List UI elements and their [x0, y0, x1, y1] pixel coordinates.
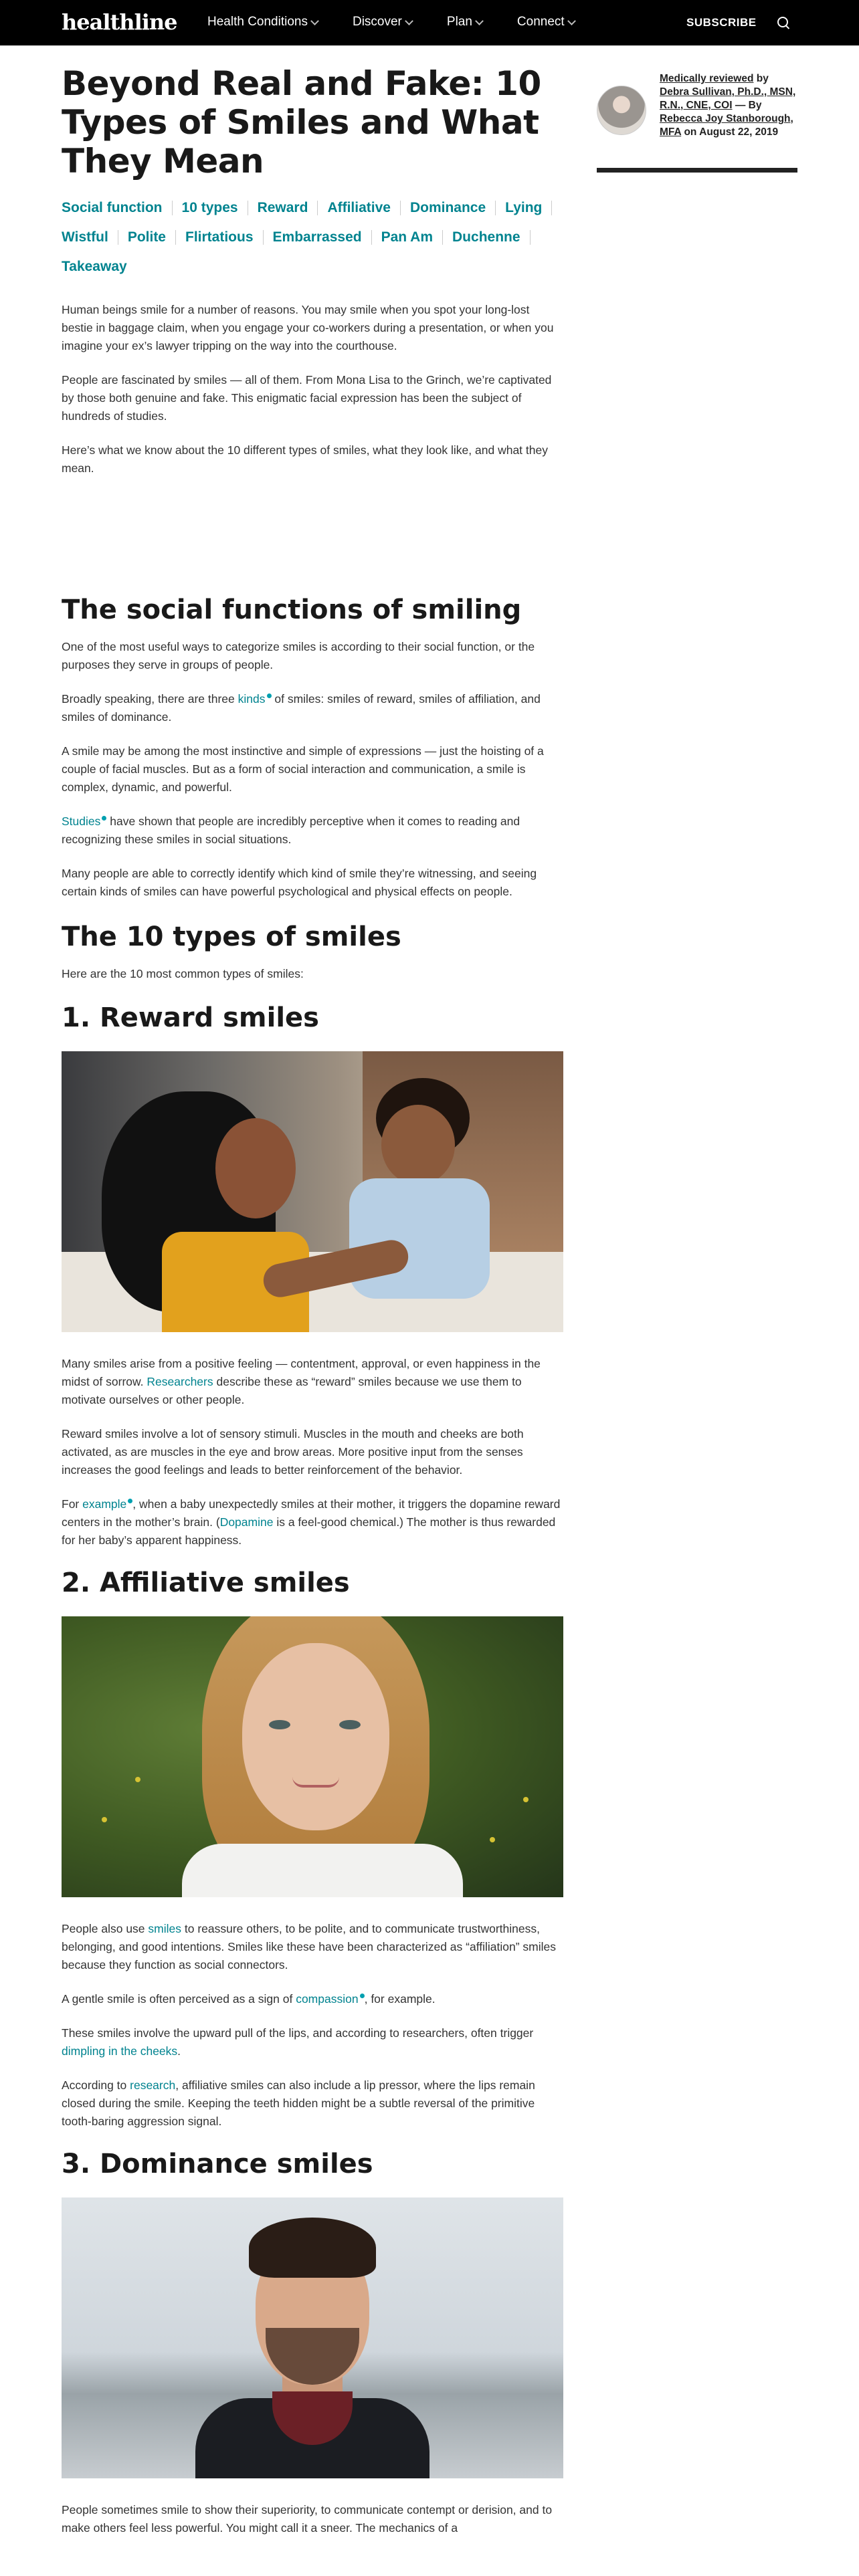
toc-social-function[interactable]: Social function	[62, 200, 163, 215]
reviewer-link[interactable]: Debra Sullivan, Ph.D., MSN, R.N., CNE, COI	[660, 86, 796, 111]
toc-divider	[442, 230, 443, 245]
chevron-down-icon	[405, 17, 413, 25]
body-paragraph: Many smiles arise from a positive feeling — contentment, approval, or even happiness in the midst of sorrow. Researchers describe these as “reward” smiles because we use them to motivate ourselves or other people.	[62, 1357, 541, 1406]
body-paragraph: One of the most useful ways to categorize smiles is according to their social function, or the purposes they serve in groups of people.	[62, 640, 535, 671]
compassion-link[interactable]: compassion	[296, 1992, 359, 2006]
toc-lying[interactable]: Lying	[505, 200, 543, 215]
medically-reviewed-link[interactable]: Medically reviewed	[660, 73, 754, 84]
toc-pan-am[interactable]: Pan Am	[381, 229, 434, 245]
dopamine-link[interactable]: Dopamine	[219, 1515, 274, 1529]
article-title: Beyond Real and Fake: 10 Types of Smiles and What They Mean	[62, 64, 541, 181]
toc-takeaway[interactable]: Takeaway	[62, 259, 127, 274]
toc-wistful[interactable]: Wistful	[62, 229, 108, 245]
nav-connect[interactable]: Connect	[517, 15, 575, 29]
intro-paragraph: Human beings smile for a number of reasons. You may smile when you spot your long-lost bestie in baggage claim, when you engage your co-workers during a presentation, or when you imagine your ex’s lawyer tripping on the way into the courthouse.	[62, 303, 554, 352]
toc-reward[interactable]: Reward	[257, 200, 308, 215]
body-paragraph: Many people are able to correctly identify which kind of smile they’re witnessing, and seeing certain kinds of smiles can have powerful psychological and physical effects on people.	[62, 867, 537, 898]
reward-smile-photo	[62, 1051, 563, 1332]
article-main	[62, 64, 563, 2553]
intro-paragraph: People are fascinated by smiles — all of them. From Mona Lisa to the Grinch, we’re captivated by those both genuine and fake. This enigmatic facial expression has been the subject of hundreds of studies.	[62, 373, 552, 423]
byline-text: Medically reviewed by Debra Sullivan, Ph.D., MSN, R.N., CNE, COI — By Rebecca Joy Stanborough, MFA on August 22, 2019	[660, 73, 796, 138]
section-heading-social-functions: The social functions of smiling	[62, 595, 522, 625]
kinds-link[interactable]: kinds	[237, 692, 266, 706]
intro-paragraph: Here’s what we know about the 10 different types of smiles, what they look like, and what they mean.	[62, 443, 548, 475]
body-paragraph: For example , when a baby unexpectedly smiles at their mother, it triggers the dopamine reward centers in the mother’s brain. (Dopamine is a feel-good chemical.) The mother is thus rewarded for her baby’s apparent happiness.	[62, 1497, 561, 1547]
body-paragraph: Studies have shown that people are incredibly perceptive when it comes to reading and recognizing these smiles in social situations.	[62, 815, 520, 846]
body-paragraph: Reward smiles involve a lot of sensory stimuli. Muscles in the mouth and cheeks are both activated, as are muscles in the eye and brow areas. More positive input from the senses increases the good feelings and leads to better reinforcement of the behavior.	[62, 1427, 524, 1477]
toc-duchenne[interactable]: Duchenne	[452, 229, 520, 245]
toc-polite[interactable]: Polite	[127, 229, 166, 245]
reviewer-avatar	[597, 86, 646, 135]
affiliative-smile-photo	[62, 1616, 563, 1897]
toc-divider	[172, 201, 173, 215]
toc-divider	[400, 201, 401, 215]
body-paragraph: According to research, affiliative smiles can also include a lip pressor, where the lips remain closed during the smile. Keeping the teeth hidden might be a subtle reversal of the primitive tooth-baring aggression signal.	[62, 2078, 535, 2128]
example-link[interactable]: example	[82, 1497, 127, 1511]
toc-divider	[530, 230, 531, 245]
toc-embarrassed[interactable]: Embarrassed	[272, 229, 362, 245]
toc-dominance[interactable]: Dominance	[409, 200, 486, 215]
publish-date: August 22, 2019	[699, 126, 779, 138]
research-link[interactable]: research	[130, 2078, 176, 2092]
section-heading-affiliative-smiles: 2. Affiliative smiles	[62, 1568, 350, 1598]
search-icon[interactable]	[777, 17, 788, 27]
table-of-contents	[62, 201, 563, 274]
researchers-link[interactable]: Researchers	[147, 1375, 213, 1388]
dimpling-link[interactable]: dimpling in the cheeks	[62, 2044, 178, 2058]
chevron-down-icon	[310, 17, 319, 25]
section-heading-reward-smiles: 1. Reward smiles	[62, 1002, 319, 1033]
studies-link[interactable]: Studies	[62, 815, 101, 828]
toc-divider	[175, 230, 176, 245]
ad-space	[62, 494, 563, 594]
body-paragraph: Here are the 10 most common types of smiles:	[62, 967, 304, 980]
toc-flirtatious[interactable]: Flirtatious	[185, 229, 254, 245]
nav-plan[interactable]: Plan	[447, 15, 482, 29]
dominance-smile-photo	[62, 2197, 563, 2478]
nav-discover[interactable]: Discover	[353, 15, 412, 29]
body-paragraph: These smiles involve the upward pull of the lips, and according to researchers, often trigger dimpling in the cheeks.	[62, 2026, 534, 2058]
section-heading-dominance-smiles: 3. Dominance smiles	[62, 2149, 373, 2179]
toc-divider	[317, 201, 318, 215]
byline-divider	[597, 168, 797, 173]
toc-divider	[551, 201, 552, 215]
body-paragraph: Broadly speaking, there are three kinds of smiles: smiles of reward, smiles of affiliation, and smiles of dominance.	[62, 692, 541, 724]
main-nav	[207, 15, 575, 29]
body-paragraph: A gentle smile is often perceived as a sign of compassion , for example.	[62, 1992, 436, 2006]
citation-icon[interactable]	[360, 1994, 365, 1998]
toc-affiliative[interactable]: Affiliative	[327, 200, 391, 215]
toc-divider	[263, 230, 264, 245]
toc-10-types[interactable]: 10 types	[181, 200, 238, 215]
toc-divider	[371, 230, 372, 245]
toc-divider	[495, 201, 496, 215]
top-nav-bar	[0, 0, 859, 45]
body-paragraph: A smile may be among the most instinctive and simple of expressions — just the hoisting of a couple of facial muscles. But as a form of social interaction and communication, a smile is complex, dynamic, and powerful.	[62, 744, 544, 794]
citation-icon[interactable]	[267, 693, 272, 698]
healthline-logo[interactable]: healthline	[62, 9, 177, 35]
smiles-link[interactable]: smiles	[148, 1922, 181, 1935]
section-heading-10-types: The 10 types of smiles	[62, 922, 401, 952]
nav-health-conditions[interactable]: Health Conditions	[207, 15, 318, 29]
subscribe-button[interactable]: SUBSCRIBE	[686, 16, 757, 29]
body-paragraph: People also use smiles to reassure others, to be polite, and to communicate trustworthiness, belonging, and good intentions. Smiles like these have been characterized as “affiliation” smiles because they function as social connectors.	[62, 1922, 556, 1971]
article-intro	[62, 301, 563, 477]
chevron-down-icon	[475, 17, 484, 25]
author-link[interactable]: Rebecca Joy Stanborough, MFA	[660, 113, 793, 138]
chevron-down-icon	[567, 17, 576, 25]
body-paragraph: People sometimes smile to show their superiority, to communicate contempt or derision, and to make others feel less powerful. You might call it a sneer. The mechanics of a	[62, 2503, 553, 2535]
